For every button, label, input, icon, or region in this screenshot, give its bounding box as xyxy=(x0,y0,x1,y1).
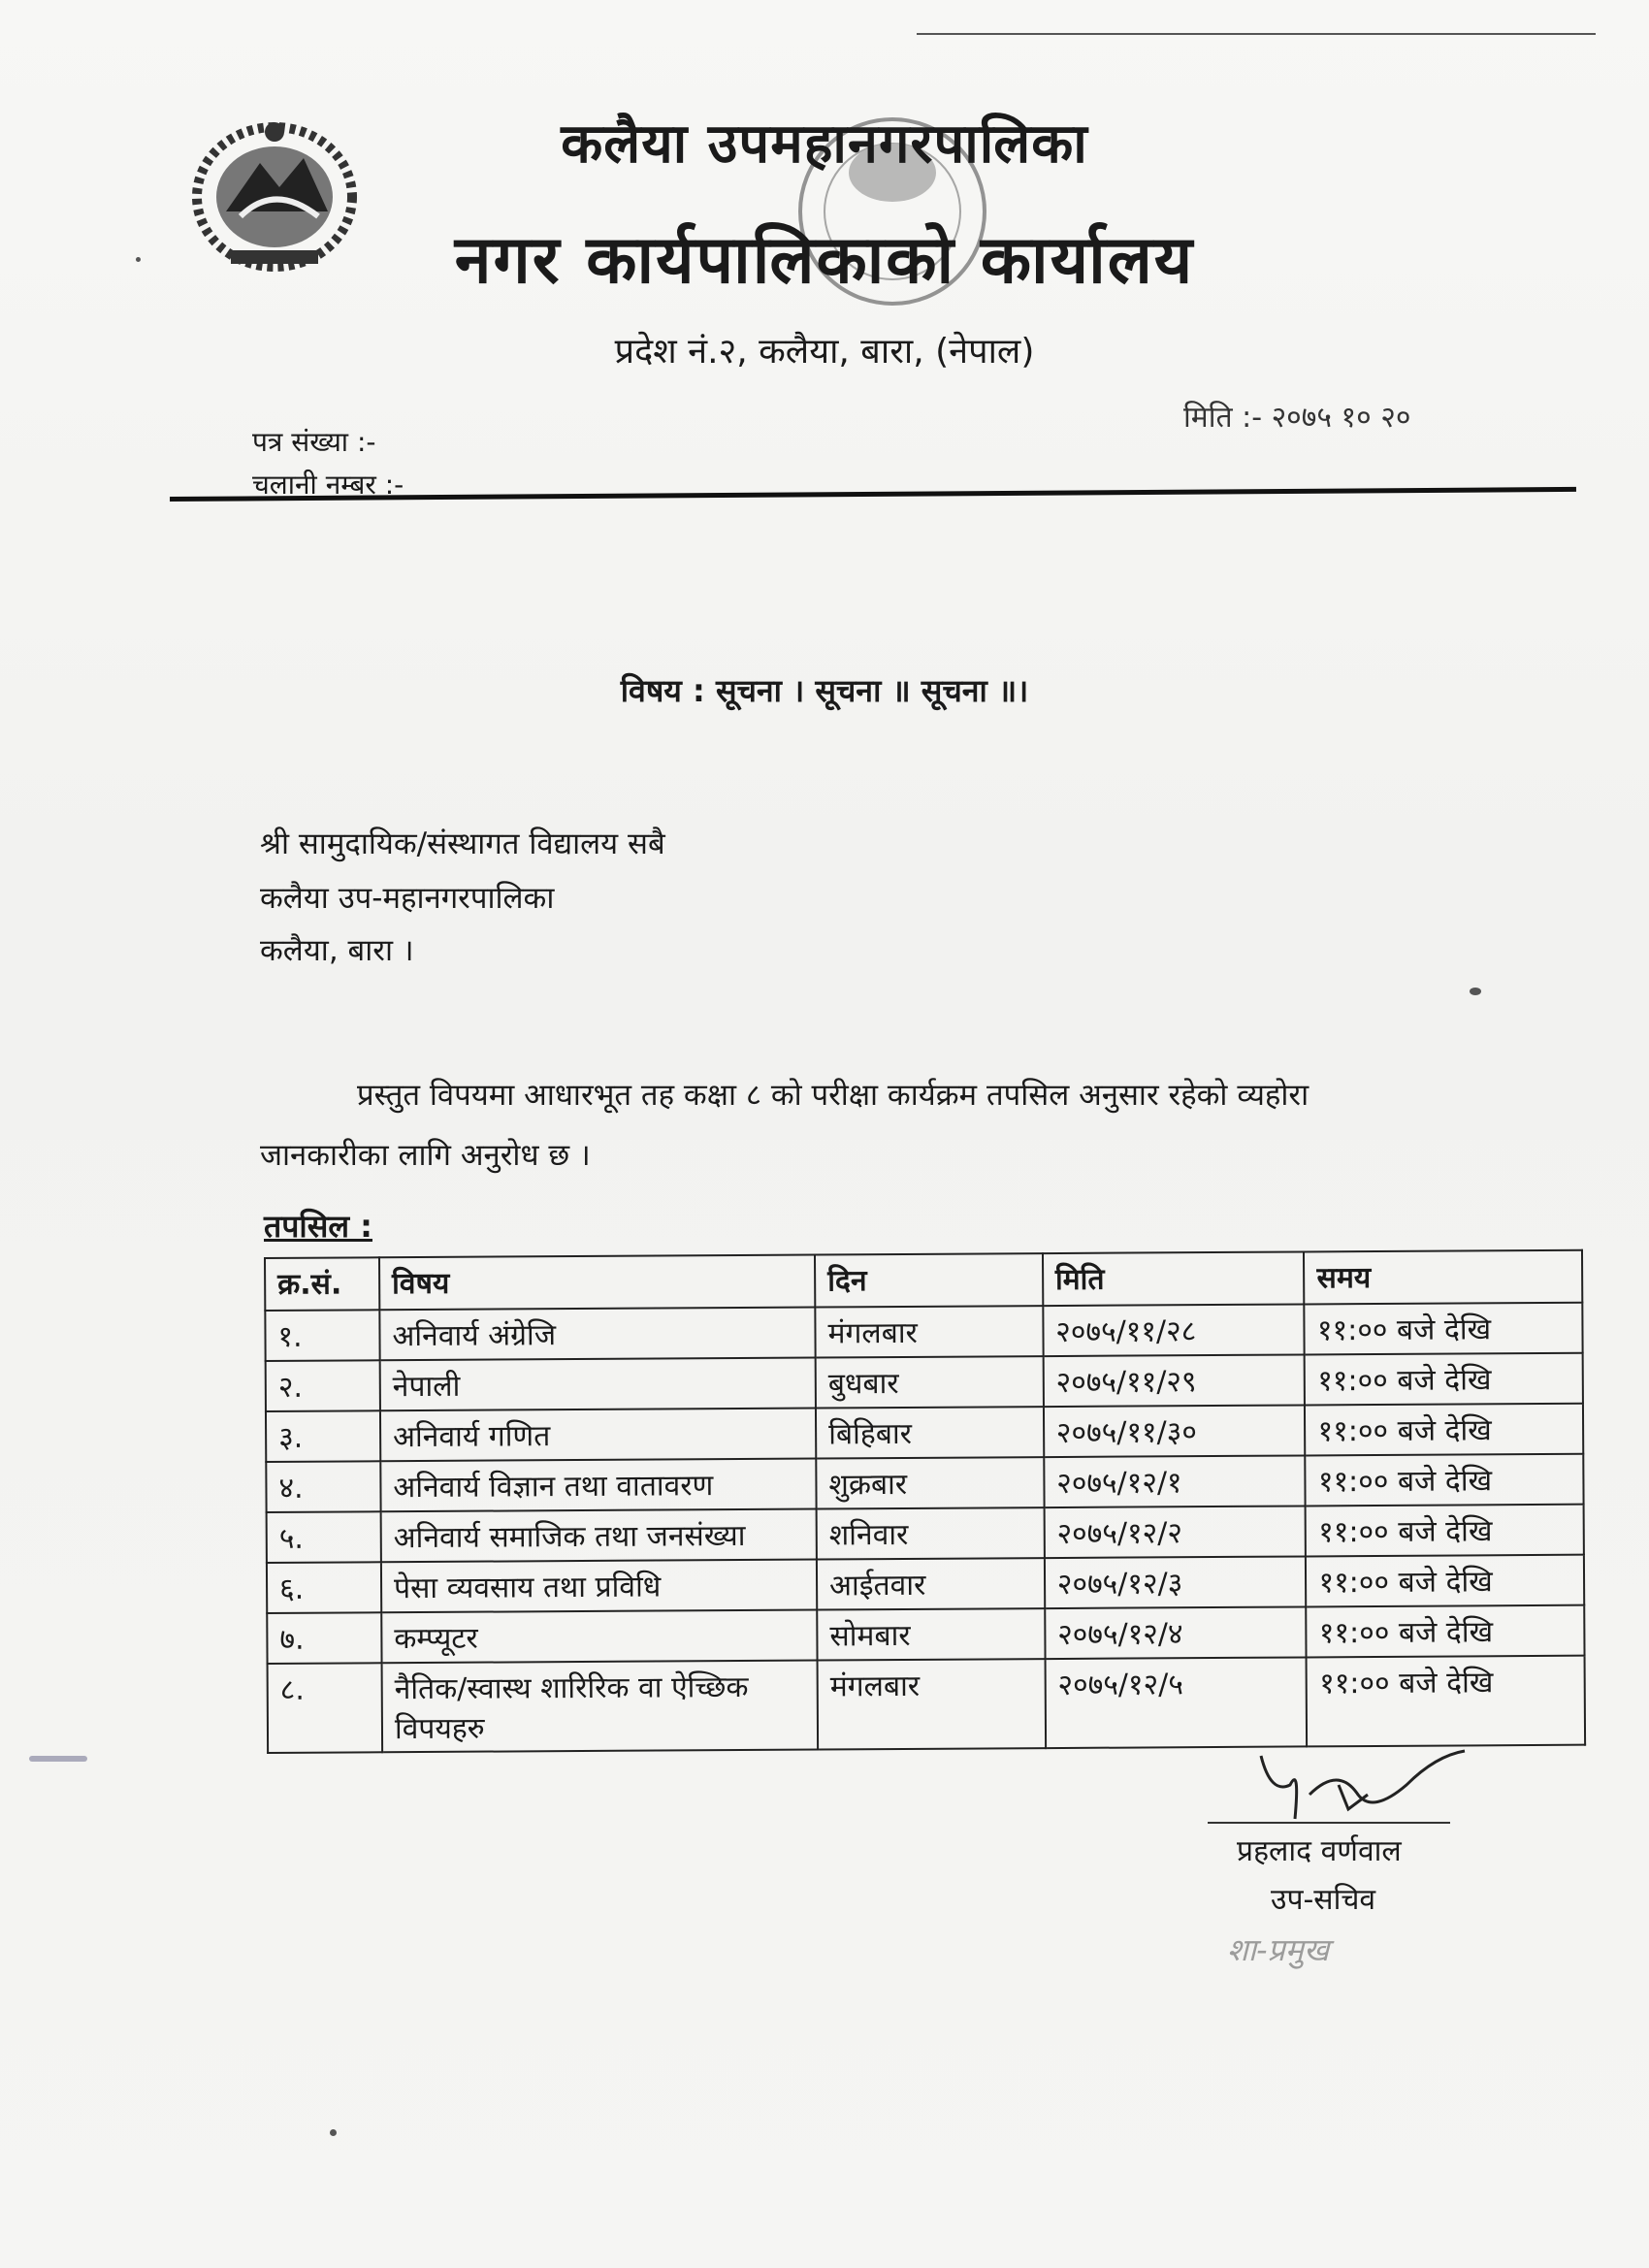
table-row xyxy=(267,1555,1584,1613)
cell-day: बुधबार xyxy=(816,1356,1044,1408)
cell-subject: पेसा व्यवसाय तथा प्रविधि xyxy=(381,1560,817,1613)
cell-subject: नेपाली xyxy=(380,1358,816,1411)
table-row xyxy=(266,1404,1583,1462)
paper-speck xyxy=(136,257,141,262)
subject-line: विषय : सूचना । सूचना ॥ सूचना ॥। xyxy=(620,672,1029,709)
cell-serial: १. xyxy=(265,1310,379,1361)
cell-subject: अनिवार्य विज्ञान तथा वातावरण xyxy=(380,1459,816,1512)
top-rule xyxy=(917,33,1596,35)
signatory-seal-text: शा-प्रमुख xyxy=(1227,1931,1330,1968)
schedule-title: तपसिल : xyxy=(264,1208,372,1245)
cell-date: २०७५/१२/४ xyxy=(1045,1606,1307,1659)
table-body xyxy=(265,1303,1585,1753)
cell-subject: अनिवार्य अंग्रेजि xyxy=(379,1308,815,1361)
cell-subject: अनिवार्य गणित xyxy=(380,1409,816,1462)
addressee-line-2: कलैया उप-महानगरपालिका xyxy=(260,881,555,916)
signature-line xyxy=(1208,1822,1450,1824)
cell-day: शुक्रबार xyxy=(816,1457,1044,1508)
cell-time: ११:०० बजे देखि xyxy=(1306,1505,1584,1557)
paper-speck xyxy=(330,2129,337,2136)
cell-date: २०७५/११/२८ xyxy=(1043,1304,1305,1356)
cell-time: ११:०० बजे देखि xyxy=(1307,1605,1585,1658)
office-address: प्रदेश नं.२, कलैया, बारा, (नेपाल) xyxy=(614,332,1035,372)
cell-serial: ६. xyxy=(267,1562,381,1613)
cell-time: ११:०० बजे देखि xyxy=(1305,1404,1583,1456)
body-line-1: प्रस्तुत विपयमा आधारभूत तह कक्षा ८ को परीक्षा कार्यक्रम तपसिल अनुसार रहेको व्यहोरा xyxy=(357,1078,1310,1113)
cell-time: ११:०० बजे देखि xyxy=(1306,1454,1584,1507)
table-header-row xyxy=(265,1250,1582,1311)
cell-time: ११:०० बजे देखि xyxy=(1305,1353,1583,1406)
cell-time: ११:०० बजे देखि xyxy=(1307,1656,1585,1747)
cell-date: २०७५/११/२९ xyxy=(1043,1354,1305,1407)
letter-number: पत्र संख्या :- xyxy=(252,426,376,458)
cell-day: सोमबार xyxy=(817,1608,1045,1660)
signatory-name: प्रहलाद वर्णवाल xyxy=(1237,1834,1402,1868)
cell-date: २०७५/१२/२ xyxy=(1044,1506,1306,1558)
cell-serial: ३. xyxy=(266,1410,380,1462)
table-row xyxy=(266,1353,1583,1411)
cell-day: मंगलबार xyxy=(818,1659,1046,1749)
cell-day: मंगलबार xyxy=(815,1306,1043,1357)
dispatch-number: चलानी नम्बर :- xyxy=(252,469,404,501)
cell-day: शनिवार xyxy=(817,1507,1045,1559)
addressee-line-3: कलैया, बारा । xyxy=(260,933,414,968)
cell-time: ११:०० बजे देखि xyxy=(1306,1555,1584,1607)
letter-date: मिति :- २०७५ १० २० xyxy=(1183,401,1411,435)
cell-subject: अनिवार्य समाजिक तथा जनसंख्या xyxy=(381,1509,817,1563)
header-date: मिति xyxy=(1043,1251,1305,1306)
cell-date: २०७५/१२/१ xyxy=(1044,1455,1306,1507)
cell-subject: कम्प्यूटर xyxy=(381,1610,817,1664)
header-serial: क्र.सं. xyxy=(265,1257,379,1311)
addressee-line-1: श्री सामुदायिक/संस्थागत विद्यालय सबै xyxy=(260,826,665,861)
header-time: समय xyxy=(1304,1250,1582,1305)
cell-serial: ८. xyxy=(268,1663,382,1753)
handwritten-signature-mark xyxy=(1203,1727,1494,1843)
cell-date: २०७५/११/३० xyxy=(1044,1405,1306,1457)
cell-date: २०७५/१२/३ xyxy=(1045,1556,1307,1608)
org-name: कलैया उपमहानगरपालिका xyxy=(561,113,1088,176)
cell-date: २०७५/१२/५ xyxy=(1045,1657,1307,1748)
header-subject: विषय xyxy=(379,1255,815,1311)
table-row xyxy=(267,1505,1584,1563)
paper-speck xyxy=(29,1756,87,1762)
cell-day: आईतवार xyxy=(817,1558,1045,1609)
cell-day: बिहिबार xyxy=(816,1407,1044,1458)
header-day: दिन xyxy=(815,1253,1043,1307)
table-row xyxy=(265,1303,1582,1361)
paper-speck xyxy=(1470,988,1481,995)
body-line-2: जानकारीका लागि अनुरोध छ । xyxy=(260,1138,591,1173)
cell-serial: ५. xyxy=(267,1511,381,1563)
cell-serial: २. xyxy=(266,1360,380,1411)
cell-time: ११:०० बजे देखि xyxy=(1305,1303,1583,1355)
body-paragraph xyxy=(260,1065,1521,1185)
cell-serial: ४. xyxy=(266,1461,380,1512)
table-row xyxy=(266,1454,1583,1512)
cell-serial: ७. xyxy=(267,1612,381,1664)
cell-subject: नैतिक/स्वास्थ शारिरिक वा ऐच्छिक विपयहरु xyxy=(381,1661,818,1753)
signatory-title: उप-सचिव xyxy=(1271,1883,1376,1917)
exam-schedule-table xyxy=(264,1249,1586,1754)
table-row xyxy=(267,1605,1584,1664)
office-name: नगर कार्यपालिकाको कार्यालय xyxy=(454,222,1195,299)
